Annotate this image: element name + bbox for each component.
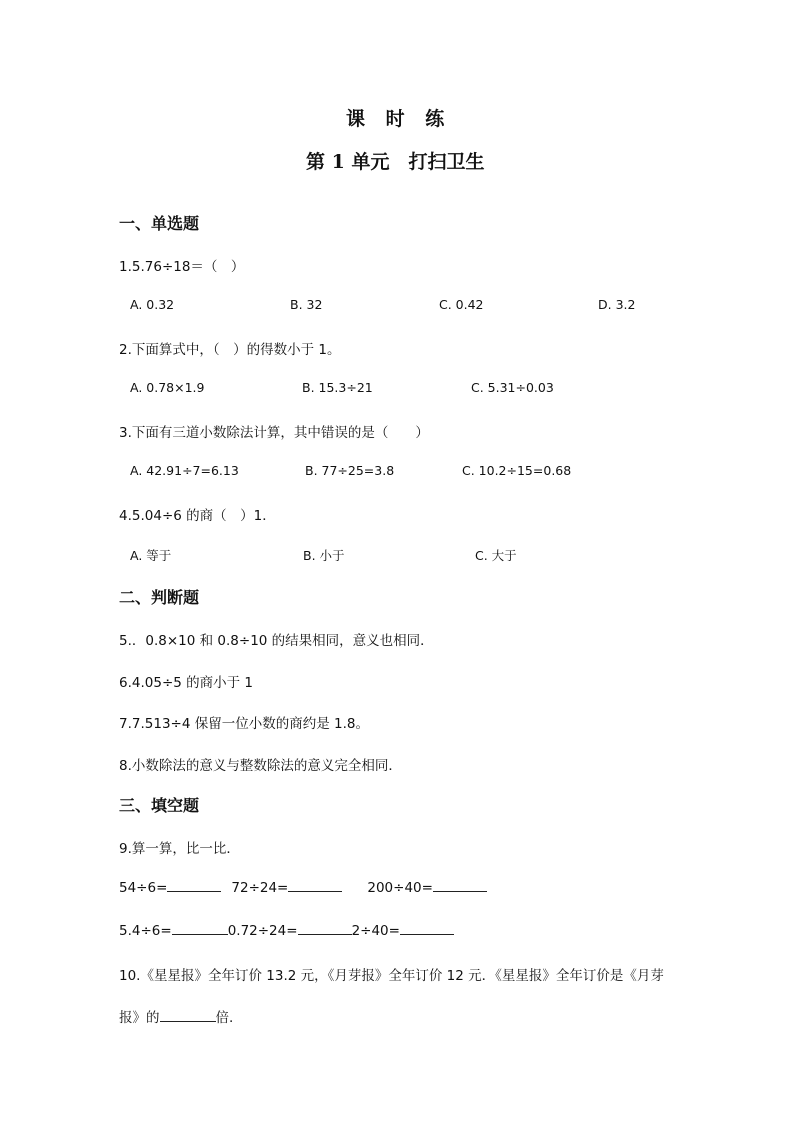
expr-0.72-div-24: 0.72÷24=	[227, 923, 298, 939]
question-10-text-before-blank: 报》的	[119, 1010, 160, 1026]
expr-200-div-40: 200÷40=	[367, 880, 433, 896]
question-1: 1.5.76÷18＝（ ）	[119, 259, 245, 275]
answer-blank[interactable]	[298, 922, 352, 935]
answer-blank[interactable]	[288, 879, 342, 892]
expr-5.4-div-6: 5.4÷6=	[119, 923, 172, 939]
question-9-row-1	[119, 879, 487, 896]
question-4-option-b: B. 小于	[303, 548, 345, 563]
section-heading-fill-blank: 三、填空题	[119, 796, 200, 815]
expr-54-div-6: 54÷6=	[119, 880, 168, 896]
question-2-option-a: A. 0.78×1.9	[130, 380, 205, 395]
page-title: 课 时 练	[346, 108, 445, 130]
question-9-row-2	[119, 922, 454, 939]
question-3-option-b: B. 77÷25=3.8	[305, 463, 395, 478]
question-8: 8.小数除法的意义与整数除法的意义完全相同．	[119, 758, 402, 774]
question-4-option-c: C. 大于	[475, 548, 517, 563]
question-7: 7.7.513÷4 保留一位小数的商约是 1.8。	[119, 716, 369, 732]
section-heading-single-choice: 一、单选题	[119, 214, 200, 233]
question-9: 9.算一算，比一比．	[119, 841, 240, 857]
question-2: 2.下面算式中，（ ）的得数小于 1。	[119, 342, 341, 358]
answer-blank[interactable]	[167, 879, 221, 892]
question-3-option-a: A. 42.91÷7=6.13	[130, 463, 239, 478]
question-2-option-c: C. 5.31÷0.03	[471, 380, 554, 395]
question-5: 5.．0.8×10 和 0.8÷10 的结果相同，意义也相同．	[119, 633, 434, 649]
unit-subtitle: 第 1 单元 打扫卫生	[306, 151, 485, 173]
question-6: 6.4.05÷5 的商小于 1	[119, 675, 254, 691]
answer-blank[interactable]	[400, 922, 454, 935]
answer-blank[interactable]	[160, 1009, 216, 1022]
question-3: 3.下面有三道小数除法计算，其中错误的是（ ）	[119, 425, 429, 441]
question-4: 4.5.04÷6 的商（ ）1．	[119, 508, 276, 524]
answer-blank[interactable]	[433, 879, 487, 892]
question-10-line-2	[119, 1006, 233, 1026]
question-1-option-c: C. 0.42	[439, 297, 484, 312]
expr-72-div-24: 72÷24=	[231, 880, 289, 896]
answer-blank[interactable]	[172, 922, 228, 935]
question-10-line-1: 10.《星星报》全年订价 13.2 元，《月芽报》全年订价 12 元．《星星报》全年订价是《月芽	[119, 968, 664, 984]
question-3-option-c: C. 10.2÷15=0.68	[462, 463, 572, 478]
question-1-option-a: A. 0.32	[130, 297, 175, 312]
question-1-option-d: D. 3.2	[598, 297, 636, 312]
section-heading-true-false: 二、判断题	[119, 588, 200, 607]
question-10-text-after-blank: 倍.	[215, 1010, 234, 1026]
expr-2-div-40: 2÷40=	[351, 923, 400, 939]
question-4-option-a: A. 等于	[130, 548, 172, 563]
question-1-option-b: B. 32	[290, 297, 323, 312]
question-2-option-b: B. 15.3÷21	[302, 380, 373, 395]
